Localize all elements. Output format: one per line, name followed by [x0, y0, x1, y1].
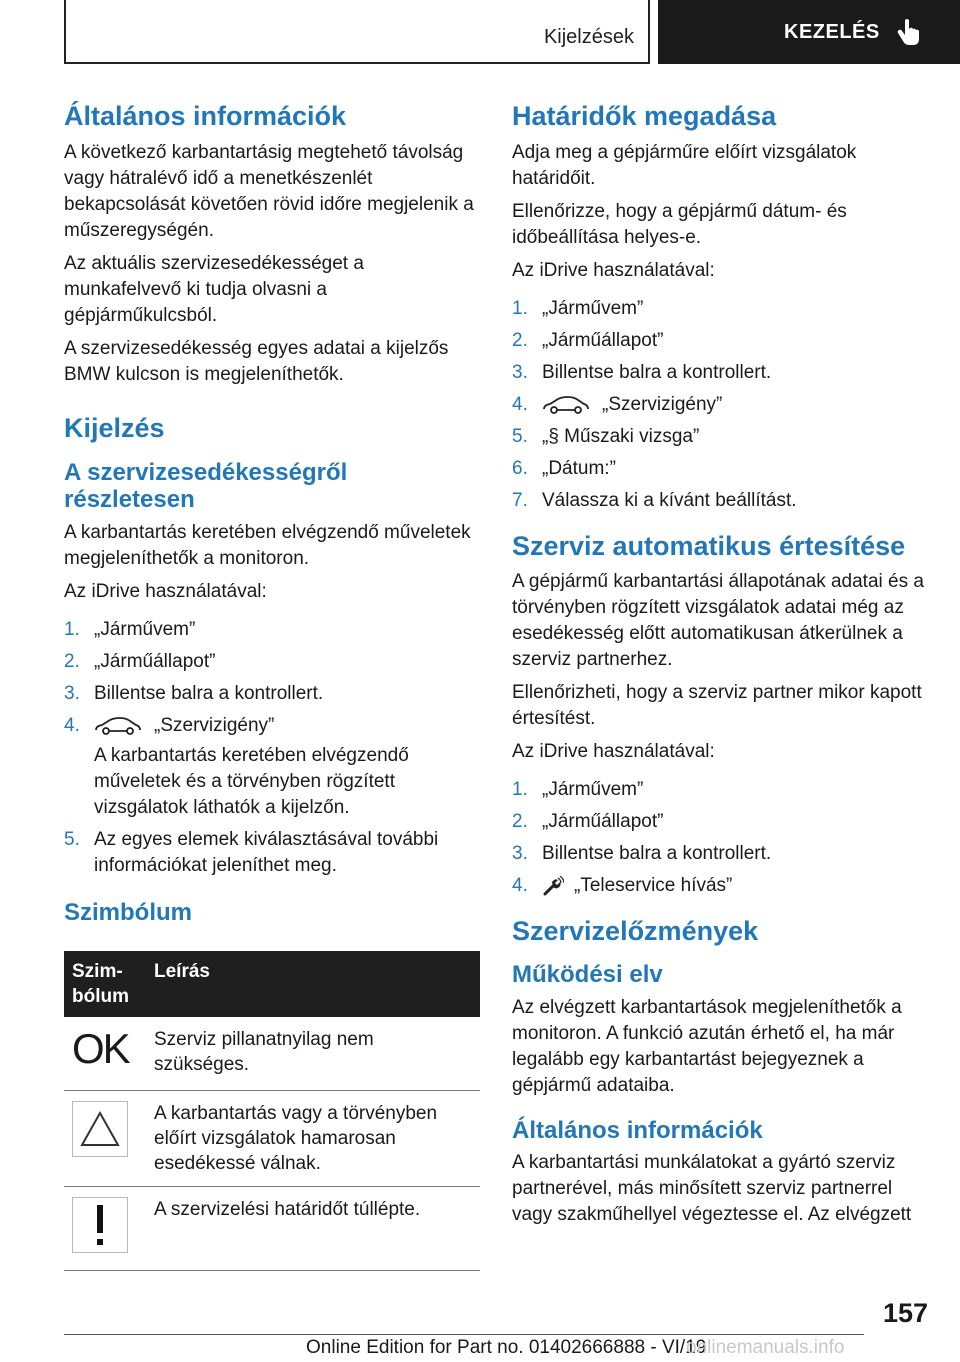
paragraph-deadlines-1: Adja meg a gépjárműre előírt vizsgálatok határidőit. [512, 142, 857, 190]
list-item: 4. „Szervizigény” A karbantartás keretében elvégzendő műveletek és a törvényben rögzített vizsgálatok láthatók a kijelzőn. [64, 713, 484, 821]
list-item: 1. „Járművem” [64, 618, 196, 640]
car-icon [94, 716, 142, 736]
list-item: 4. „Szervizigény” [512, 394, 723, 416]
heading-deadlines: Határidők megadása [512, 101, 777, 131]
watermark: onlinemanuals.info [686, 1337, 845, 1358]
exclamation-icon [72, 1197, 128, 1253]
header-section-box [64, 0, 650, 64]
heading-display: Kijelzés [64, 413, 165, 444]
paragraph-auto-1: A gépjármű karbantartási állapotának adatai és a törvényben rögzített vizsgálatok adatai még az esedékesség előtt automatikusan átkerülnek a szerviz partnerhez. [512, 570, 924, 670]
right-column [512, 100, 928, 1228]
column-header-symbol: Szim-bólum [64, 951, 146, 1017]
column-header-description: Leírás [146, 951, 480, 1017]
left-steps [64, 617, 484, 879]
edition-footer: Online Edition for Part no. 01402666888 - VI/19 [306, 1337, 707, 1358]
list-item: 5. Az egyes elemek kiválasztásával további információkat jeleníthet meg. [64, 828, 439, 876]
chapter-tab-label: KEZELÉS [784, 20, 880, 43]
paragraph-idrive-2: Az iDrive használatával: [512, 740, 715, 762]
symbol-table [64, 951, 480, 1272]
paragraph-detail: A karbantartás keretében elvégzendő műveletek megjeleníthetők a monitoron. [64, 521, 471, 569]
list-item: 3. Billentse balra a kontrollert. [512, 842, 772, 864]
paragraph-principle: Az elvégzett karbantartások megjeleníthetők a monitoron. A funkció azután érhető el, ha már legalább egy karbantartást bejegyeznek a gépjármű adataiba. [512, 996, 902, 1096]
heading-service-history: Szervizelőzmények [512, 915, 759, 946]
list-item: 3. Billentse balra a kontrollert. [512, 362, 772, 384]
page-number: 157 [882, 1298, 928, 1328]
list-item: 1. „Járművem” [512, 778, 644, 800]
list-item: 6. „Dátum:” [512, 458, 616, 480]
row-description: Szerviz pillanatnyilag nem szükséges. [146, 1017, 480, 1091]
table-header-row [64, 951, 480, 1017]
chapter-tab[interactable] [658, 0, 960, 64]
left-column [64, 100, 484, 1271]
warning-triangle-icon [72, 1101, 128, 1157]
row-description: A szervizelési határidőt túllépte. [146, 1187, 480, 1271]
list-item: 3. Billentse balra a kontrollert. [64, 682, 324, 704]
list-item: 7. Válassza ki a kívánt beállítást. [512, 490, 797, 512]
car-icon [542, 395, 590, 415]
heading-general-info-2: Általános információk [512, 1116, 763, 1144]
paragraph-general-info-2: A karbantartási munkálatokat a gyártó szerviz partnerével, más minősített szerviz partnerrel vagy szakműhellyel végeztesse el. Az elvégzett [512, 1152, 912, 1226]
list-item: 4. „Teleservice hívás” [512, 874, 733, 896]
paragraph-general-2: Az aktuális szervizesedékességet a munkafelvevő ki tudja olvasni a gépjárműkulcsból. [64, 253, 364, 327]
table-row [64, 1091, 480, 1187]
list-item: 2. „Járműállapot” [512, 330, 664, 352]
heading-detail: A szervizesedékességről részletesen [64, 458, 348, 514]
right-steps-2 [512, 777, 928, 899]
teleservice-wrench-icon [542, 876, 564, 896]
paragraph-idrive: Az iDrive használatával: [64, 580, 267, 602]
section-title: Kijelzések [543, 26, 634, 48]
list-item: 1. „Járművem” [512, 298, 644, 320]
row-description: A karbantartás vagy a törvényben előírt vizsgálatok hamarosan esedékessé válnak. [146, 1091, 480, 1187]
paragraph-idrive-1: Az iDrive használatával: [512, 260, 715, 282]
right-steps-1 [512, 296, 928, 514]
list-item: 2. „Járműállapot” [512, 810, 664, 832]
table-row [64, 1017, 480, 1091]
hand-pointer-icon [896, 18, 922, 46]
heading-principle: Működési elv [512, 961, 663, 989]
list-item: 5. „§ Műszaki vizsga” [512, 426, 700, 448]
paragraph-general-1: A következő karbantartásig megtehető távolság vagy hátralévő idő a menetkészenlét bekapcsolását követően rövid időre megjelenik a műszeregységén. [64, 142, 474, 242]
heading-auto-notification: Szerviz automatikus értesítése [512, 531, 906, 562]
table-row [64, 1187, 480, 1271]
paragraph-auto-2: Ellenőrizheti, hogy a szerviz partner mikor kapott értesítést. [512, 681, 922, 729]
footer-divider [64, 1334, 864, 1335]
step-subtext: A karbantartás keretében elvégzendő műveletek és a törvényben rögzített vizsgálatok láthatók a kijelzőn. [94, 744, 409, 818]
list-item: 2. „Járműállapot” [64, 650, 216, 672]
ok-symbol: OK [72, 1024, 129, 1072]
paragraph-deadlines-2: Ellenőrizze, hogy a gépjármű dátum- és időbeállítása helyes-e. [512, 201, 847, 249]
heading-symbol: Szimbólum [64, 898, 193, 926]
heading-general-info: Általános információk [64, 101, 347, 131]
paragraph-general-3: A szervizesedékesség egyes adatai a kijelzős BMW kulcson is megjeleníthetők. [64, 338, 449, 386]
